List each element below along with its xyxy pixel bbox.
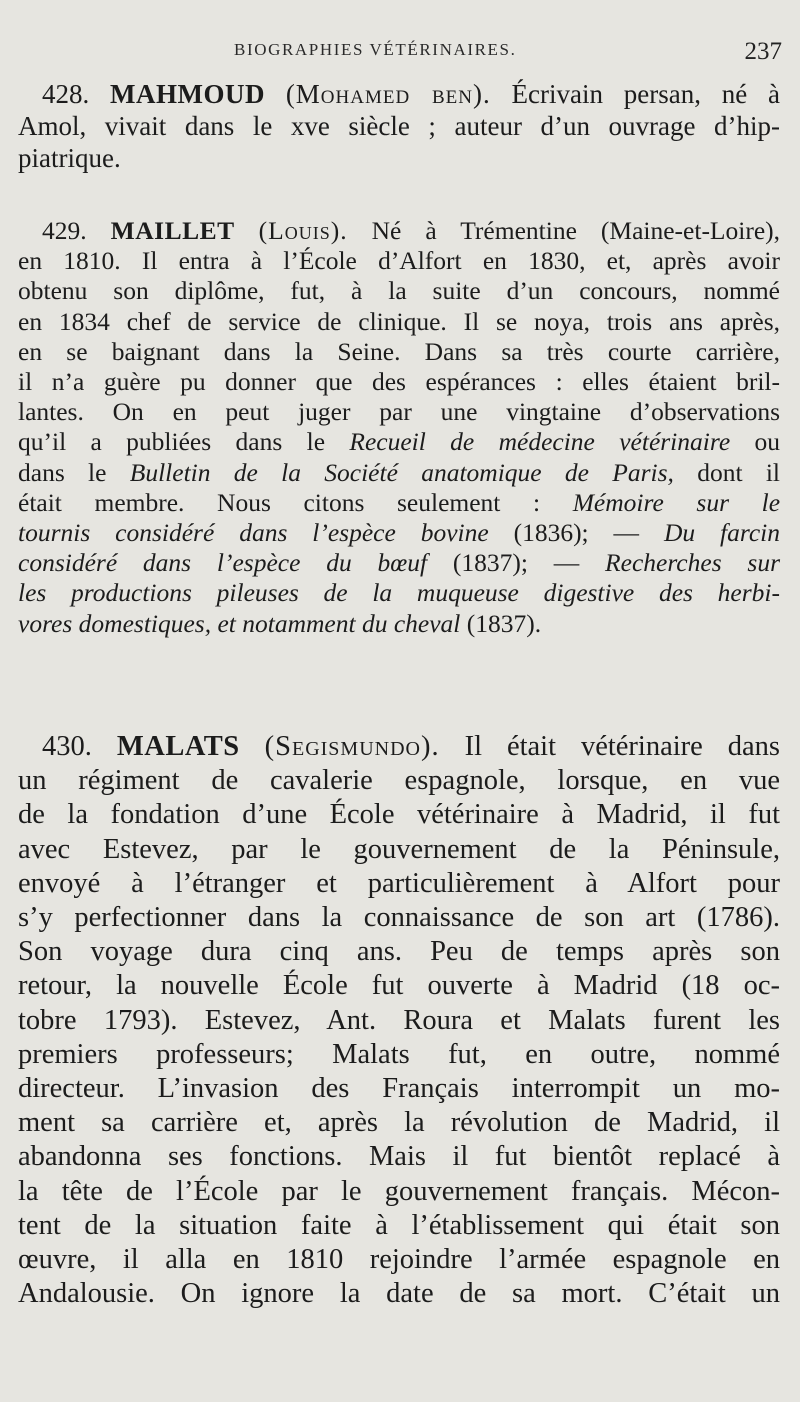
entry-line: piatrique.: [18, 143, 121, 173]
entry-line: avec Estevez, par le gouvernement de la Péninsule,: [18, 833, 780, 865]
entry-text: dans le: [18, 457, 107, 487]
entry-text: (1837).: [466, 608, 542, 638]
entry-line: [18, 548, 780, 578]
publication-title: Mémoire sur le: [572, 487, 781, 517]
entry-line: envoyé à l’étranger et particulièrement à Alfort pour: [18, 867, 780, 899]
entry-given-name: (Louis).: [258, 216, 348, 245]
entry-line: en 1834 chef de service de clinique. Il se noya, trois ans après,: [18, 306, 780, 336]
entry-text: était membre. Nous citons seulement :: [18, 487, 541, 517]
entry-text: Écrivain persan, né à: [511, 79, 781, 109]
entry-430: [18, 730, 780, 1311]
entry-line: [18, 518, 780, 548]
publication-title: Recueil de médecine vétérinaire: [349, 427, 731, 457]
entry-text: (1836); —: [513, 518, 640, 548]
running-title: BIOGRAPHIES VÉTÉRINAIRES.: [234, 40, 517, 59]
entry-line: en 1810. Il entra à l’École d’Alfort en 1830, et, après avoir: [18, 246, 780, 276]
entry-text: dont il: [697, 457, 780, 487]
entry-line: [18, 609, 780, 639]
entry-line: la tête de l’École par le gouvernement français. Mécon-: [18, 1175, 780, 1207]
entry-text: Né à Trémentine (Maine-et-Loire),: [371, 216, 781, 245]
entry-name: MALATS: [116, 731, 240, 762]
entry-line: obtenu son diplôme, fut, à la suite d’un concours, nommé: [18, 276, 780, 306]
publication-title: tournis considéré dans l’espèce bovine: [18, 518, 489, 548]
entry-text: qu’il a publiées dans le: [18, 427, 326, 457]
entry-line: il n’a guère pu donner que des espérances : elles étaient bril-: [18, 367, 780, 397]
entry-text: ou: [754, 427, 781, 457]
entry-line: abandonna ses fonctions. Mais il fut bientôt replacé à: [18, 1141, 780, 1173]
entry-given-name: (Mohamed ben).: [285, 79, 491, 109]
entry-given-name: (Segismundo).: [264, 731, 440, 762]
entry-line: [18, 488, 780, 518]
publication-title: Du farcin: [663, 518, 780, 548]
entry-text: Il était vétérinaire dans: [464, 731, 781, 762]
entry-text: (1837); —: [452, 548, 580, 578]
entry-line: retour, la nouvelle École fut ouverte à Madrid (18 oc-: [18, 970, 780, 1002]
publication-title: Bulletin de la Société anatomique de Paris,: [129, 457, 674, 487]
entry-line: s’y perfectionner dans la connaissance de son art (1786).: [18, 902, 780, 934]
running-header: [0, 38, 800, 68]
entry-name: MAILLET: [110, 216, 235, 245]
entry-line: de la fondation d’une École vétérinaire à Madrid, il fut: [18, 799, 780, 831]
publication-title: considéré dans l’espèce du bœuf: [18, 548, 428, 578]
entry-line: ment sa carrière et, après la révolution de Madrid, il: [18, 1107, 780, 1139]
entry-line: Son voyage dura cinq ans. Peu de temps après son: [18, 936, 780, 968]
entry-line: [18, 458, 780, 488]
entry-line: Amol, vivait dans le xve siècle ; auteur d’un ouvrage d’hip-: [18, 111, 780, 141]
page-number: 237: [744, 38, 782, 65]
entry-429: [18, 216, 780, 639]
publication-title: vores domestiques, et notamment du cheval: [18, 608, 461, 638]
entry-line: directeur. L’invasion des Français interrompit un mo-: [18, 1073, 780, 1105]
entry-number: 430.: [42, 731, 92, 762]
entry-line: [18, 427, 780, 457]
entry-number: 428.: [42, 79, 90, 109]
entry-line: Andalousie. On ignore la date de sa mort. C’était un: [18, 1278, 780, 1310]
entry-line: un régiment de cavalerie espagnole, lorsque, en vue: [18, 765, 780, 797]
entry-line: [18, 730, 780, 764]
entry-line: lantes. On en peut juger par une vingtaine d’observations: [18, 397, 780, 427]
entry-line: premiers professeurs; Malats fut, en outre, nommé: [18, 1038, 780, 1070]
publication-title: Recherches sur: [605, 548, 781, 578]
entry-line: tobre 1793). Estevez, Ant. Roura et Malats furent les: [18, 1004, 780, 1036]
entry-line: [18, 216, 780, 246]
entry-line: en se baignant dans la Seine. Dans sa très courte carrière,: [18, 336, 780, 366]
entry-line: les productions pileuses de la muqueuse digestive des herbi-: [18, 578, 780, 608]
entry-line: œuvre, il alla en 1810 rejoindre l’armée espagnole en: [18, 1244, 780, 1276]
entry-line: [18, 78, 780, 110]
entry-428: [18, 78, 780, 174]
entry-number: 429.: [42, 216, 87, 245]
entry-line: tent de la situation faite à l’établissement qui était son: [18, 1209, 780, 1241]
entry-name: MAHMOUD: [110, 79, 266, 109]
